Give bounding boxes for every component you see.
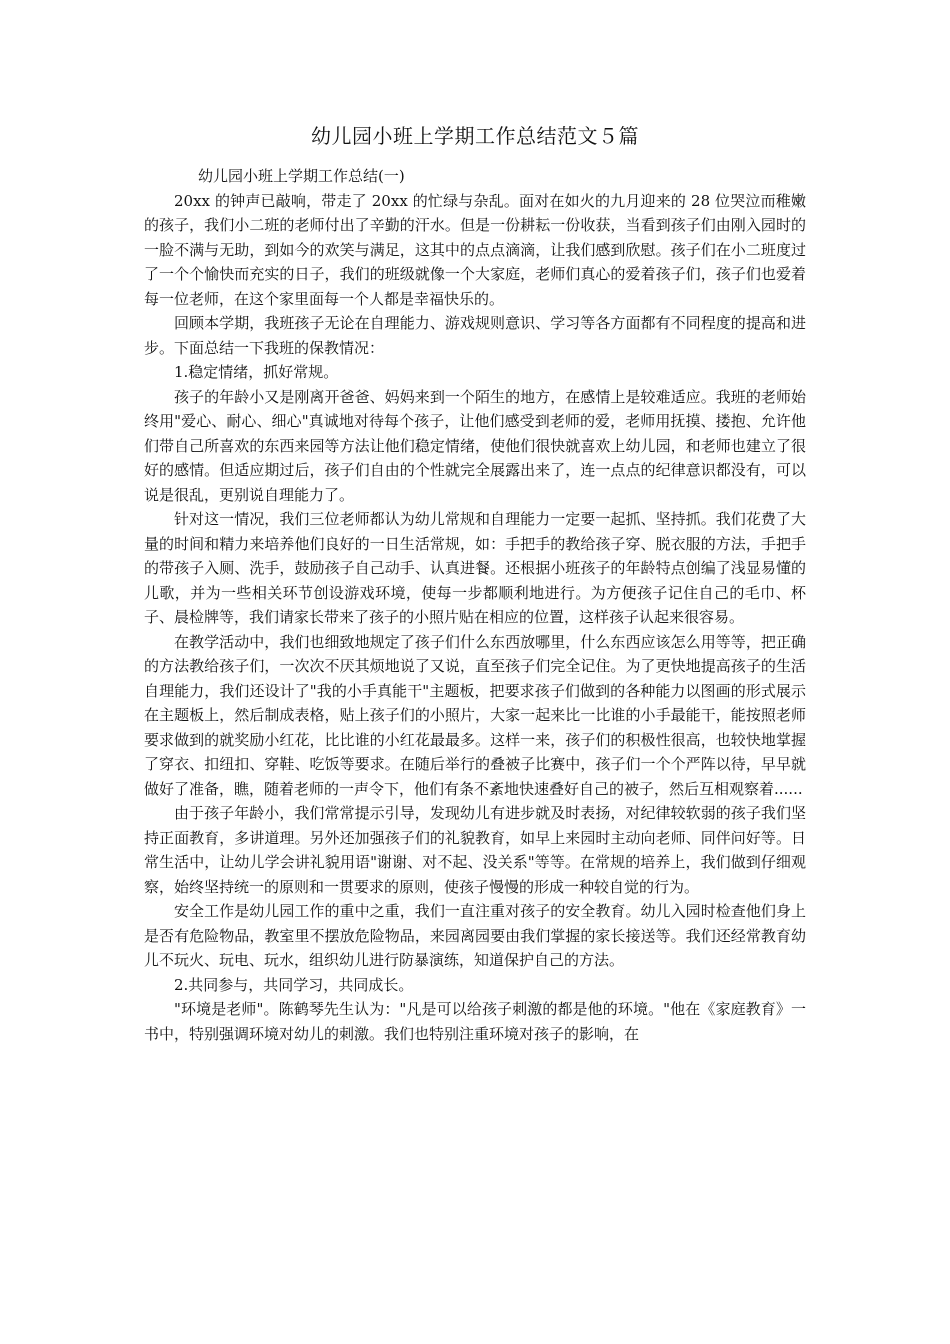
document-body (144, 164, 806, 1046)
paragraph: 20xx 的钟声已敲响，带走了 20xx 的忙绿与杂乱。面对在如火的九月迎来的 28 位哭泣而稚嫩的孩子，我们小二班的老师付出了辛勤的汗水。但是一份耕耘一份收获，当看到孩子们由刚入园时的一脸不满与无助，到如今的欢笑与满足，这其中的点点滴滴，让我们感到欣慰。孩子们在小二班度过了一个个愉快而充实的日子，我们的班级就像一个大家庭，老师们真心的爱着孩子们，孩子们也爱着每一位老师，在这个家里面每一个人都是幸福快乐的。 (144, 191, 806, 308)
paragraph: 在教学活动中，我们也细致地规定了孩子们什么东西放哪里，什么东西应该怎么用等等，把正确的方法教给孩子们，一次次不厌其烦地说了又说，直至孩子们完全记住。为了更快地提高孩子的生活自理能力，我们还设计了"我的小手真能干"主题板，把要求孩子们做到的各种能力以图画的形式展示在主题板上，然后制成表格，贴上孩子们的小照片，大家一起来比一比谁的小手最能干，能按照老师要求做到的就奖励小红花，比比谁的小红花最最多。这样一来，孩子们的积极性很高，也较快地掌握了穿衣、扣纽扣、穿鞋、吃饭等要求。在随后举行的叠被子比赛中，孩子们一个个严阵以待，早早就做好了准备，瞧，随着老师的一声令下，他们有条不紊地快速叠好自己的被子，然后互相观察着...... (144, 632, 806, 798)
section-heading: 1.稳定情绪，抓好常规。 (174, 363, 339, 381)
paragraph: "环境是老师"。陈鹤琴先生认为："凡是可以给孩子刺激的都是他的环境。"他在《家庭教育》一书中，特别强调环境对幼儿的刺激。我们也特别注重环境对孩子的影响，在 (144, 1000, 806, 1043)
paragraph: 回顾本学期，我班孩子无论在自理能力、游戏规则意识、学习等各方面都有不同程度的提高和进步。下面总结一下我班的保教情况： (144, 314, 806, 357)
paragraph: 安全工作是幼儿园工作的重中之重，我们一直注重对孩子的安全教育。幼儿入园时检查他们身上是否有危险物品，教室里不摆放危险物品，来园离园要由我们掌握的家长接送等。我们还经常教育幼儿不玩火、玩电、玩水，组织幼儿进行防暴演练，知道保护自己的方法。 (144, 902, 806, 969)
section-heading: 2.共同参与，共同学习，共同成长。 (174, 975, 414, 994)
paragraph: 孩子的年龄小又是刚离开爸爸、妈妈来到一个陌生的地方，在感情上是较难适应。我班的老师始终用"爱心、耐心、细心"真诚地对待每个孩子，让他们感受到老师的爱，老师用抚摸、搂抱、允许他们带自己所喜欢的东西来园等方法让他们稳定情绪，使他们很快就喜欢上幼儿园，和老师也建立了很好的感情。但适应期过后，孩子们自由的个性就完全展露出来了，连一点点的纪律意识都没有，可以说是很乱，更别说自理能力了。 (144, 387, 806, 504)
section-subtitle: 幼儿园小班上学期工作总结(一) (198, 167, 405, 185)
paragraph: 由于孩子年龄小，我们常常提示引导，发现幼儿有进步就及时表扬，对纪律较软弱的孩子我们坚持正面教育，多讲道理。另外还加强孩子们的礼貌教育，如早上来园时主动向老师、同伴问好等。日常生活中，让幼儿学会讲礼貌用语"谢谢、对不起、没关系"等等。在常规的培养上，我们做到仔细观察，始终坚持统一的原则和一贯要求的原则，使孩子慢慢的形成一种较自觉的行为。 (144, 804, 806, 896)
document-title: 幼儿园小班上学期工作总结范文５篇 (311, 124, 639, 148)
paragraph: 针对这一情况，我们三位老师都认为幼儿常规和自理能力一定要一起抓、坚持抓。我们花费了大量的时间和精力来培养他们良好的一日生活常规，如：手把手的教给孩子穿、脱衣服的方法，手把手的带孩子入厕、洗手，鼓励孩子自己动手、认真进餐。还根据小班孩子的年龄特点创编了浅显易懂的儿歌，并为一些相关环节创设游戏环境，使每一步都顺利地进行。为方便孩子记住自己的毛巾、杯子、晨检牌等，我们请家长带来了孩子的小照片贴在相应的位置，这样孩子认起来很容易。 (144, 510, 806, 626)
